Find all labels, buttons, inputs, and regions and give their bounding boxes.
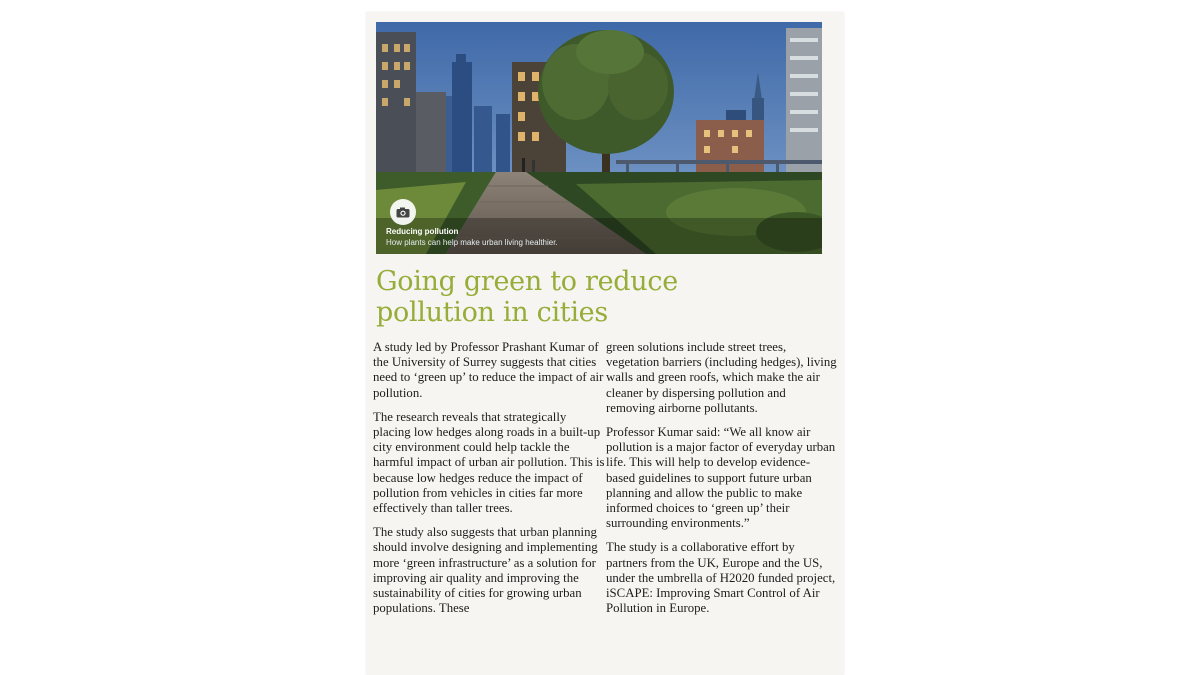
paragraph: Professor Kumar said: “We all know air pollution is a major factor of everyday urban life. This will help to develop evidence-based guidelines to support future urban planning and allow the public to make informed choices to ‘green up’ their surrounding environments.” [606,425,836,531]
paragraph: The study is a collaborative effort by partners from the UK, Europe and the US, under the umbrella of H2020 funded project, iSCAPE: Improving Smart Control of Air Pollution in Europe. [606,540,836,616]
paragraph: green solutions include street trees, vegetation barriers (including hedges), living walls and green roofs, which make the air cleaner by dispersing pollution and removing airborne pollutants. [606,340,837,415]
photo-caption-title: Reducing pollution [386,227,459,236]
headline-line-1: Going green to reduce [376,266,678,297]
article-column-left [373,340,605,625]
article-headline [376,266,816,328]
paragraph: The research reveals that strategically placing low hedges along roads in a built-up city environment could help tackle the harmful impact of urban air pollution. This is because low hedges reduce the impact of pollution from vehicles in cities far more effectively than taller trees. [373,409,605,516]
high-line-park-illustration [376,22,822,254]
article-column-right [606,340,838,625]
camera-icon [390,199,416,225]
photo-caption-subtitle: How plants can help make urban living healthier. [386,238,558,247]
paragraph: A study led by Professor Prashant Kumar of the University of Surrey suggests that cities need to ‘green up’ to reduce the impact of air pollution. [373,340,604,400]
newspaper-page [366,12,844,675]
article-photo [376,22,822,254]
headline-line-2: pollution in cities [376,297,608,328]
paragraph: The study also suggests that urban planning should involve designing and implementing more ‘green infrastructure’ as a solution for improving air quality and improving the sustainability of cities for growing urban populations. These [373,525,598,616]
